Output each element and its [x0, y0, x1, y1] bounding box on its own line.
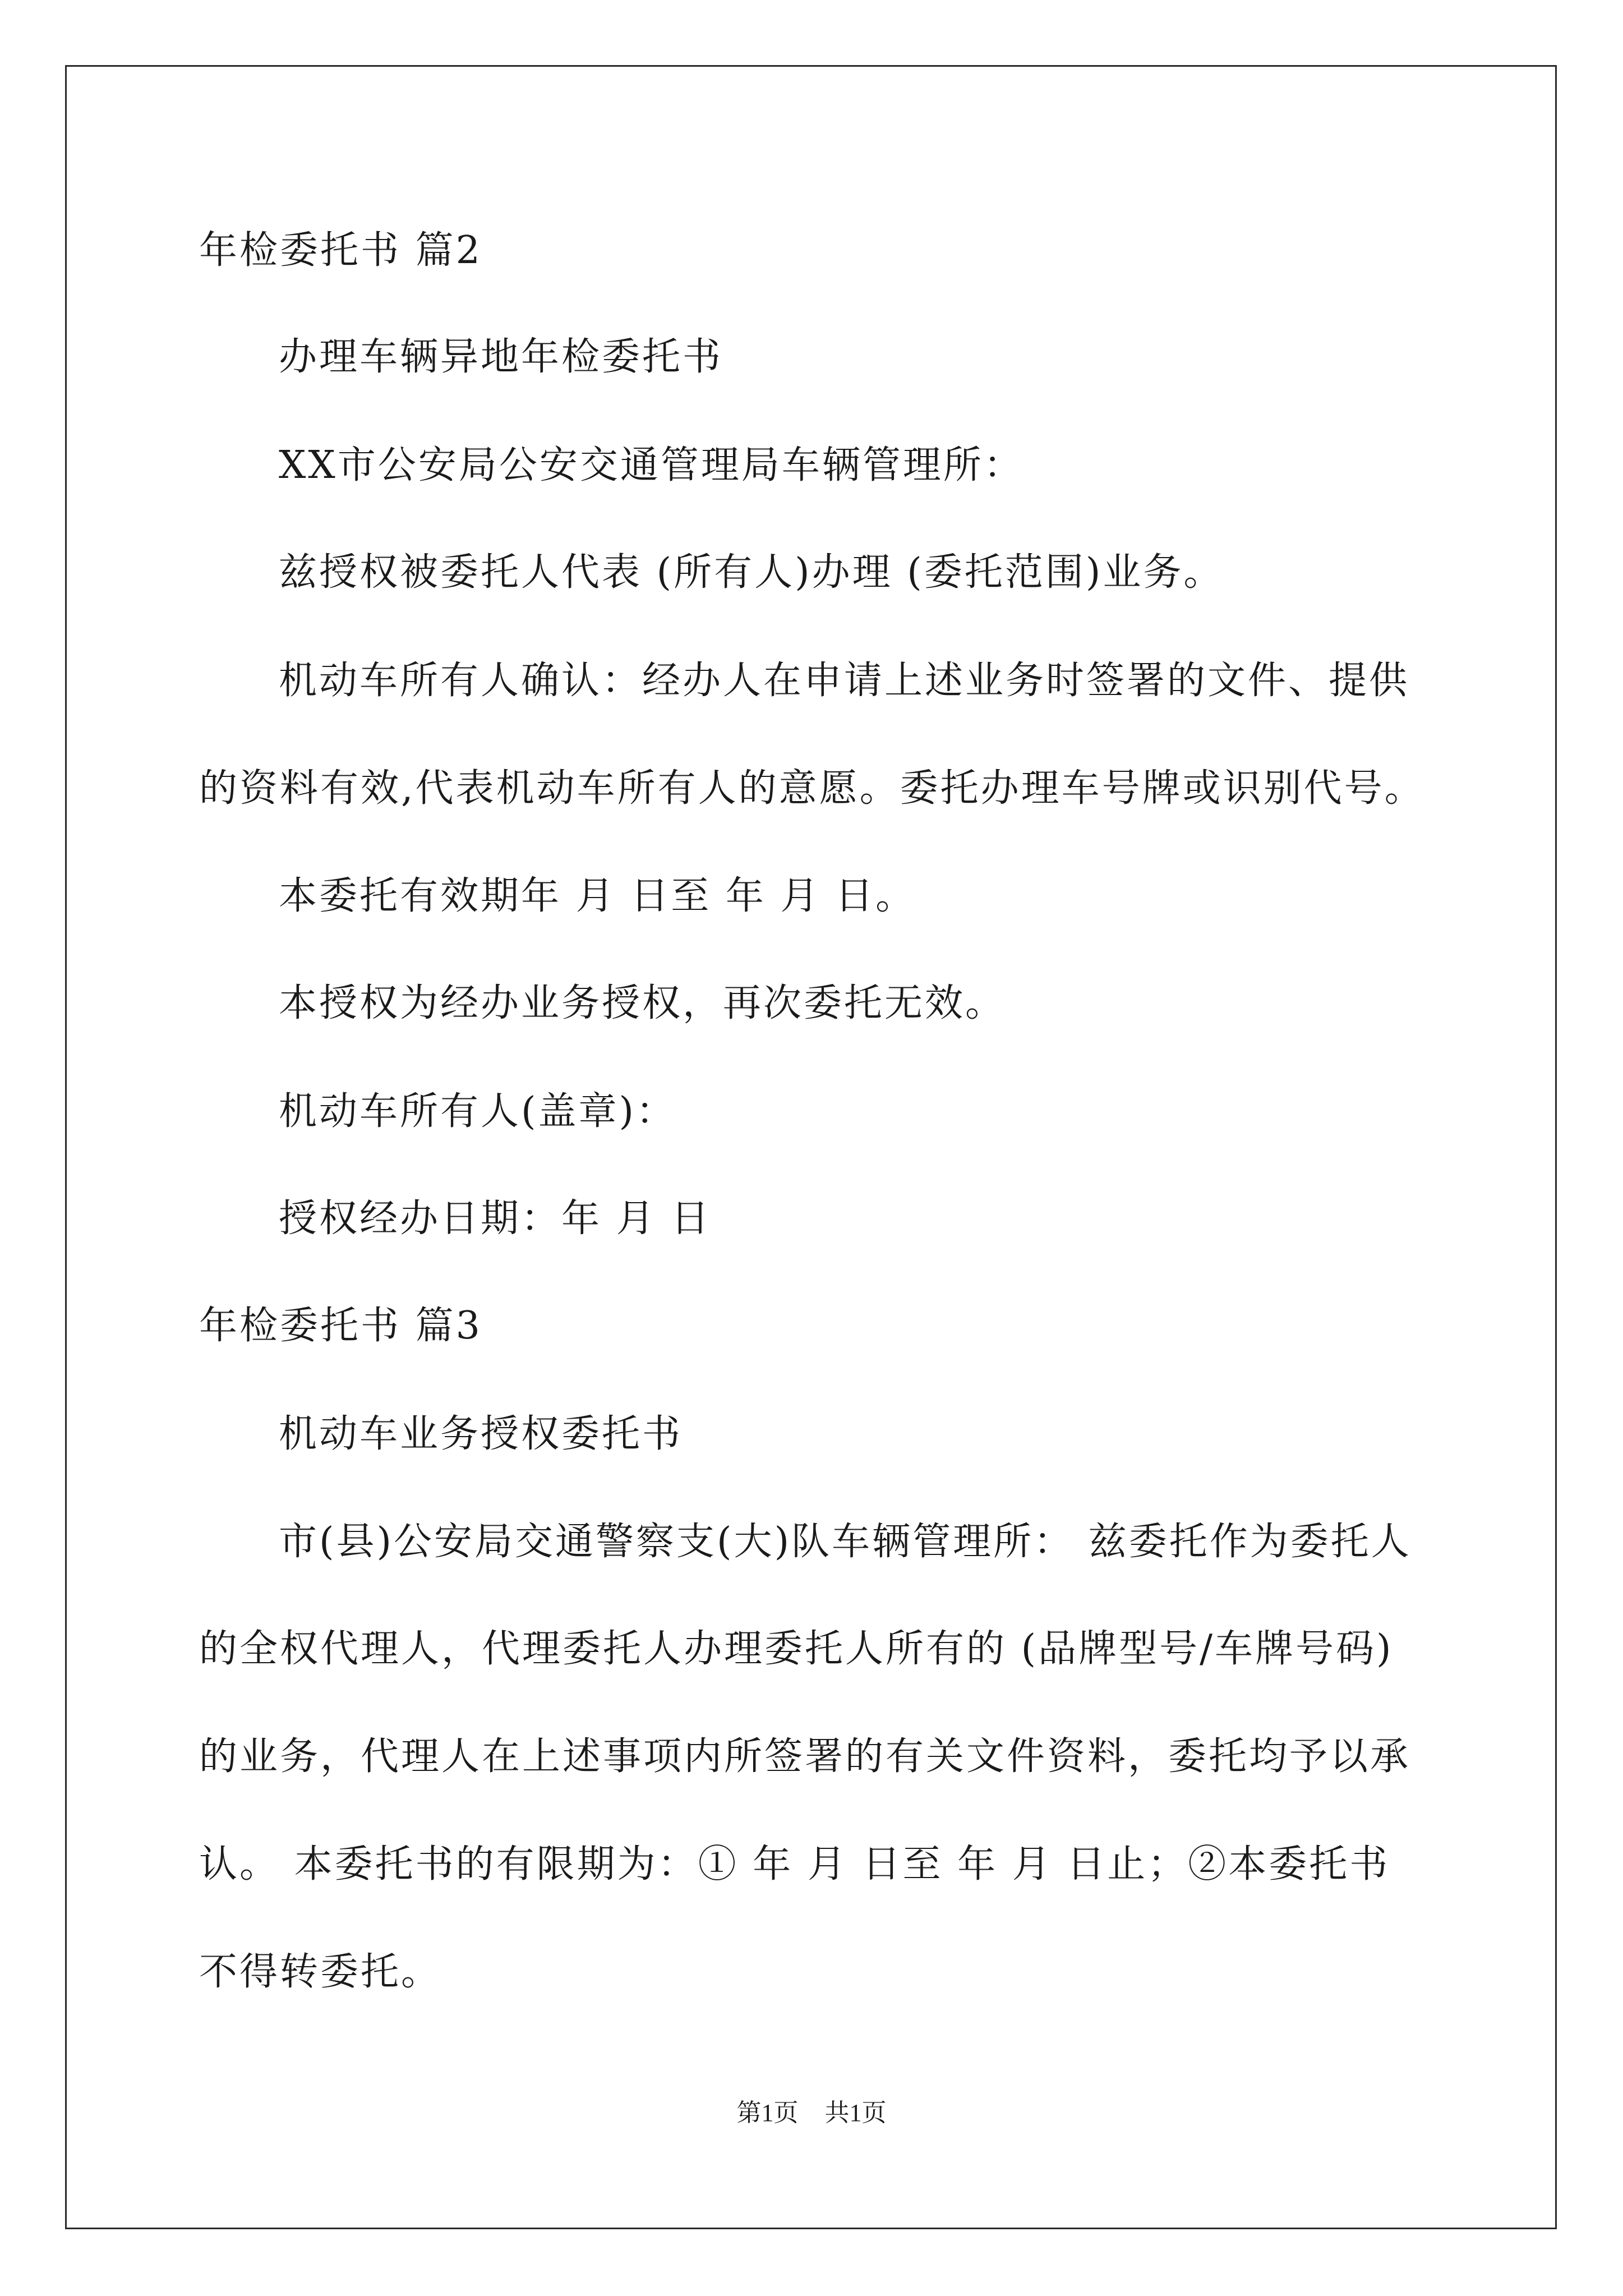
- paragraph-line: 的全权代理人，代理委托人办理委托人所有的 (品牌型号/车牌号码): [199, 1627, 1394, 1671]
- date-line: 授权经办日期：年 月 日: [279, 1197, 712, 1241]
- paragraph-line: 兹授权被委托人代表 (所有人)办理 (委托范围)业务。: [279, 550, 1224, 595]
- paragraph-line: 本委托有效期年 月 日至 年 月 日。: [279, 874, 916, 918]
- paragraph-line: 市(县)公安局交通警察支(大)队车辆管理所： 兹委托作为委托人: [279, 1520, 1412, 1564]
- addressee: XX市公安局公安交通管理局车辆管理所：: [279, 443, 1024, 487]
- paragraph-line: 机动车所有人确认：经办人在申请上述业务时签署的文件、提供: [279, 659, 1410, 703]
- paragraph-line: 不得转委托。: [199, 1950, 442, 1994]
- section-heading-2: 年检委托书 篇2: [199, 228, 482, 273]
- section-heading-3: 年检委托书 篇3: [199, 1304, 482, 1348]
- document-title: 机动车业务授权委托书: [279, 1412, 683, 1456]
- page-footer: [0, 2101, 1623, 2125]
- paragraph-line: 本授权为经办业务授权，再次委托无效。: [279, 981, 1006, 1025]
- page-number: 第1页: [736, 2099, 799, 2127]
- document-title: 办理车辆异地年检委托书: [279, 335, 723, 379]
- paragraph-line: 认。 本委托书的有限期为：① 年 月 日至 年 月 日止；②本委托书: [199, 1842, 1390, 1887]
- paragraph-line: 的业务，代理人在上述事项内所签署的有关文件资料，委托均予以承: [199, 1734, 1411, 1779]
- signature-line: 机动车所有人(盖章)：: [279, 1089, 677, 1134]
- paragraph-line: 的资料有效,代表机动车所有人的意愿。委托办理车号牌或识别代号。: [199, 766, 1425, 811]
- page-total: 共1页: [824, 2099, 887, 2127]
- page-border: [65, 65, 1557, 2229]
